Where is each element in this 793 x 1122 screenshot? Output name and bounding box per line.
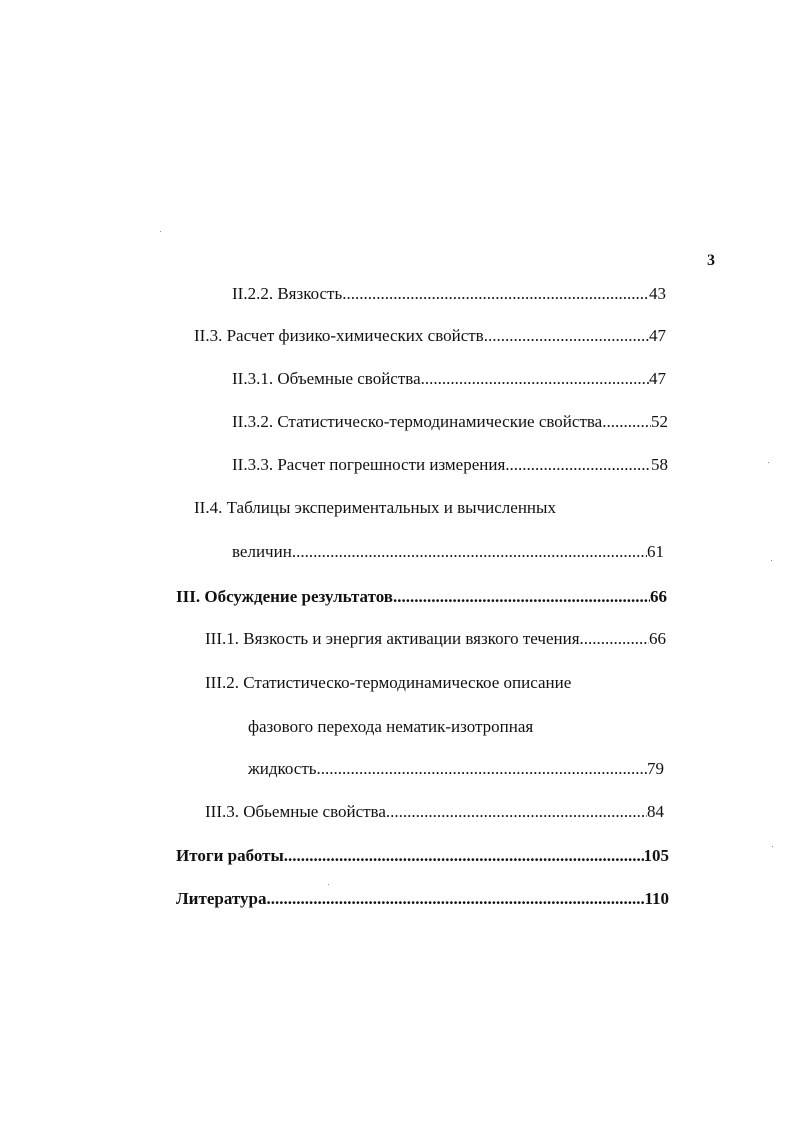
toc-entry-iii-3 — [205, 800, 664, 824]
toc-entry-title: жидкость — [248, 759, 317, 778]
toc-entry-iii — [176, 585, 667, 609]
toc-leader-dots — [284, 844, 644, 868]
toc-entry-page: 110 — [644, 889, 669, 908]
scan-speck — [328, 884, 329, 885]
toc-entry-ii-3-3 — [232, 453, 668, 477]
toc-leader-dots — [317, 757, 647, 781]
toc-entry-title: II.2.2. Вязкость — [232, 284, 343, 303]
toc-entry-iii-2 — [248, 757, 664, 781]
toc-entry-ii-4-title-line1: II.4. Таблицы экспериментальных и вычисленных — [194, 498, 556, 517]
page-number: 3 — [707, 252, 715, 269]
toc-entry-title: II.3. Расчет физико-химических свойств — [194, 326, 484, 345]
scan-speck — [160, 231, 161, 232]
toc-entry-ii-3 — [194, 324, 666, 348]
toc-leader-dots — [266, 887, 644, 911]
toc-leader-dots — [393, 585, 650, 609]
toc-leader-dots — [292, 540, 647, 564]
toc-leader-dots — [342, 282, 649, 306]
toc-entry-title: II.3.3. Расчет погрешности измерения — [232, 455, 506, 474]
toc-entry-page: 58 — [651, 455, 668, 474]
toc-entry-iii-1 — [205, 627, 666, 651]
toc-leader-dots — [505, 453, 651, 477]
toc-leader-dots — [484, 324, 649, 348]
toc-entry-page: 43 — [649, 284, 666, 303]
toc-entry-page: 105 — [643, 846, 669, 865]
toc-entry-page: 52 — [651, 412, 668, 431]
toc-entry-ii-4 — [232, 540, 664, 564]
scan-speck — [772, 846, 773, 847]
toc-entry-page: 66 — [649, 629, 666, 648]
toc-entry-literature — [176, 887, 669, 911]
toc-entry-title: величин — [232, 542, 292, 561]
scan-speck — [771, 560, 772, 561]
toc-leader-dots — [602, 410, 651, 434]
toc-entry-title: III.3. Обьемные свойства — [205, 802, 386, 821]
toc-entry-title: II.3.2. Статистическо-термодинамические свойства — [232, 412, 603, 431]
toc-entry-iii-2-title-line2: фазового перехода нематик-изотропная — [248, 717, 534, 736]
toc-leader-dots — [580, 627, 649, 651]
toc-entry-title: Итоги работы — [176, 846, 284, 865]
toc-entry-page: 84 — [647, 802, 664, 821]
toc-entry-results — [176, 844, 669, 868]
toc-entry-page: 66 — [650, 587, 667, 606]
toc-entry-ii-3-2 — [232, 410, 668, 434]
toc-entry-title: Литература — [176, 889, 267, 908]
toc-leader-dots — [421, 367, 649, 391]
toc-entry-iii-2-title-line1: III.2. Статистическо-термодинамическое описание — [205, 673, 572, 692]
toc-entry-title: III.1. Вязкость и энергия активации вязкого течения — [205, 629, 580, 648]
toc-entry-page: 47 — [649, 369, 666, 388]
toc-leader-dots — [386, 800, 647, 824]
toc-entry-page: 79 — [647, 759, 664, 778]
toc-entry-title: III. Обсуждение результатов — [176, 587, 393, 606]
toc-entry-ii-2-2 — [232, 282, 666, 306]
toc-entry-page: 47 — [649, 326, 666, 345]
toc-entry-title: II.3.1. Объемные свойства — [232, 369, 421, 388]
toc-entry-page: 61 — [647, 542, 664, 561]
scan-speck — [768, 462, 769, 463]
toc-entry-ii-3-1 — [232, 367, 666, 391]
